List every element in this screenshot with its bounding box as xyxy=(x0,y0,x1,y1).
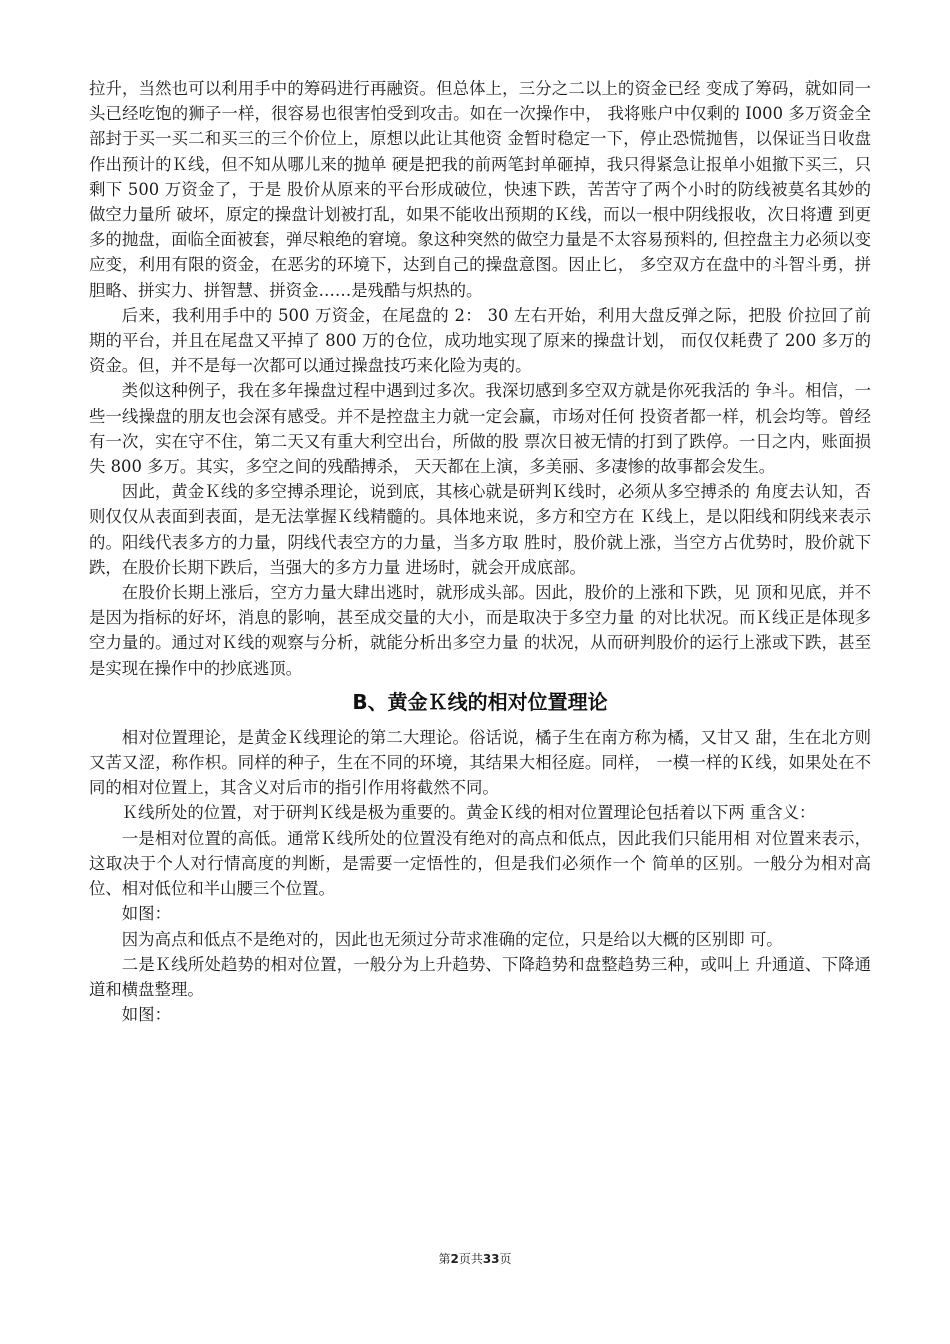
paragraph: 相对位置理论，是黄金Ｋ线理论的第二大理论。俗话说，橘子生在南方称为橘，又甘又 甜，生在北方则又苦又涩，称作枳。同样的种子，生在不同的环境，其结果大相径庭。同样， 一模一样的Ｋ线，如果处在不同的相对位置上，其含义对后市的指引作用将截然不同。 xyxy=(89,727,871,798)
paragraph: 一是相对位置的高低。通常Ｋ线所处的位置没有绝对的高点和低点，因此我们只能用相 对位置来表示，这取决于个人对行情高度的判断，是需要一定悟性的，但是我们必须作一个 简单的区别。一般分为相对高位、相对低位和半山腰三个位置。 xyxy=(89,828,871,899)
footer-middle: 页共 xyxy=(458,1252,483,1266)
section-heading: B、黄金Ｋ线的相对位置理论 xyxy=(352,689,608,714)
paragraph: 在股价长期上涨后，空方力量大肆出逃时，就形成头部。因此，股价的上涨和下跌，见 顶和见底，并不是因为指标的好坏，消息的影响，甚至成交量的大小，而是取决于多空力量 的对比状况。而Ｋ线正是体现多空力量的。通过对Ｋ线的观察与分析，就能分析出多空力量 的状况，从而研判股价的运行上涨或下跌，甚至是实现在操作中的抄底逃顶。 xyxy=(89,583,871,678)
footer-suffix: 页 xyxy=(499,1252,512,1266)
paragraph: 二是Ｋ线所处趋势的相对位置，一般分为上升趋势、下降趋势和盘整趋势三种，或叫上 升通道、下降通道和横盘整理。 xyxy=(89,954,871,999)
page-footer xyxy=(0,1250,950,1267)
paragraph: Ｋ线所处的位置，对于研判Ｋ线是极为重要的。黄金Ｋ线的相对位置理论包括着以下两 重含义： xyxy=(121,803,816,823)
current-page-number: 2 xyxy=(450,1252,459,1266)
paragraph: 因此，黄金Ｋ线的多空搏杀理论，说到底，其核心就是研判Ｋ线时，必须从多空搏杀的 角度去认知，否则仅仅从表面到表面，是无法掌握Ｋ线精髓的。具体地来说，多方和空方在 Ｋ线上，是以阳线和阴线来表示的。阳线代表多方的力量，阴线代表空方的力量，当多方取 胜时，股价就上涨，当空方占优势时，股价就下跌，在股价长期下跌后，当强大的多方力量 进场时，就会开成底部。 xyxy=(89,482,871,577)
paragraph: 后来，我利用手中的 500 万资金，在尾盘的 2： 30 左右开始，利用大盘反弹之际，把股 价拉回了前期的平台，并且在尾盘又平掉了 800 万的仓位，成功地实现了原来的操盘计划， 而仅仅耗费了 200 多万的资金。但，并不是每一次都可以通过操盘技巧来化险为夷的。 xyxy=(89,305,871,376)
figure-reference: 如图： xyxy=(121,904,171,924)
figure-reference: 如图： xyxy=(121,1005,171,1025)
document-body xyxy=(89,76,871,1027)
total-page-count: 33 xyxy=(482,1252,500,1266)
paragraph: 类似这种例子，我在多年操盘过程中遇到过多次。我深切感到多空双方就是你死我活的 争斗。相信，一些一线操盘的朋友也会深有感受。并不是控盘主力就一定会赢，市场对任何 投资者都一样，机会均等。曾经有一次，实在守不住，第二天又有重大利空出台，所做的股 票次日被无情的打到了跌停。一日之内，账面损失 800 多万。其实，多空之间的残酷搏杀， 天天都在上演，多美丽、多凄惨的故事都会发生。 xyxy=(89,381,871,477)
footer-prefix: 第 xyxy=(438,1252,451,1266)
paragraph: 因为高点和低点不是绝对的，因此也无须过分苛求准确的定位，只是给以大概的区别即 可。 xyxy=(121,929,783,949)
paragraph: 拉升，当然也可以利用手中的筹码进行再融资。但总体上，三分之二以上的资金已经 变成了筹码，就如同一头已经吃饱的狮子一样，很容易也很害怕受到攻击。如在一次操作中， 我将账户中仅剩的 I000 多万资金全部封于买一买二和买三的三个价位上，原想以此让其他资 金暂时稳定一下，停止恐慌抛售，以保证当日收盘作出预计的Ｋ线，但不知从哪儿来的抛单 硬是把我的前两笔封单砸掉，我只得紧急让报单小姐撤下买三，只剩下 500 万资金了，于是 股价从原来的平台形成破位，快速下跌，苦苦守了两个小时的防线被莫名其妙的做空力量所 破坏，原定的操盘计划被打乱，如果不能收出预期的Ｋ线，而以一根中阴线报收，次日将遭 到更多的抛盘，面临全面被套，弹尽粮绝的窘境。象这种突然的做空力量是不太容易预料的, 但控盘主力必须以变应变，利用有限的资金，在恶劣的环境下，达到自己的操盘意图。因止匕， 多空双方在盘中的斗智斗勇，拼胆略、拼实力、拼智慧、拼资金……是残酷与炽热的。 xyxy=(89,79,871,300)
